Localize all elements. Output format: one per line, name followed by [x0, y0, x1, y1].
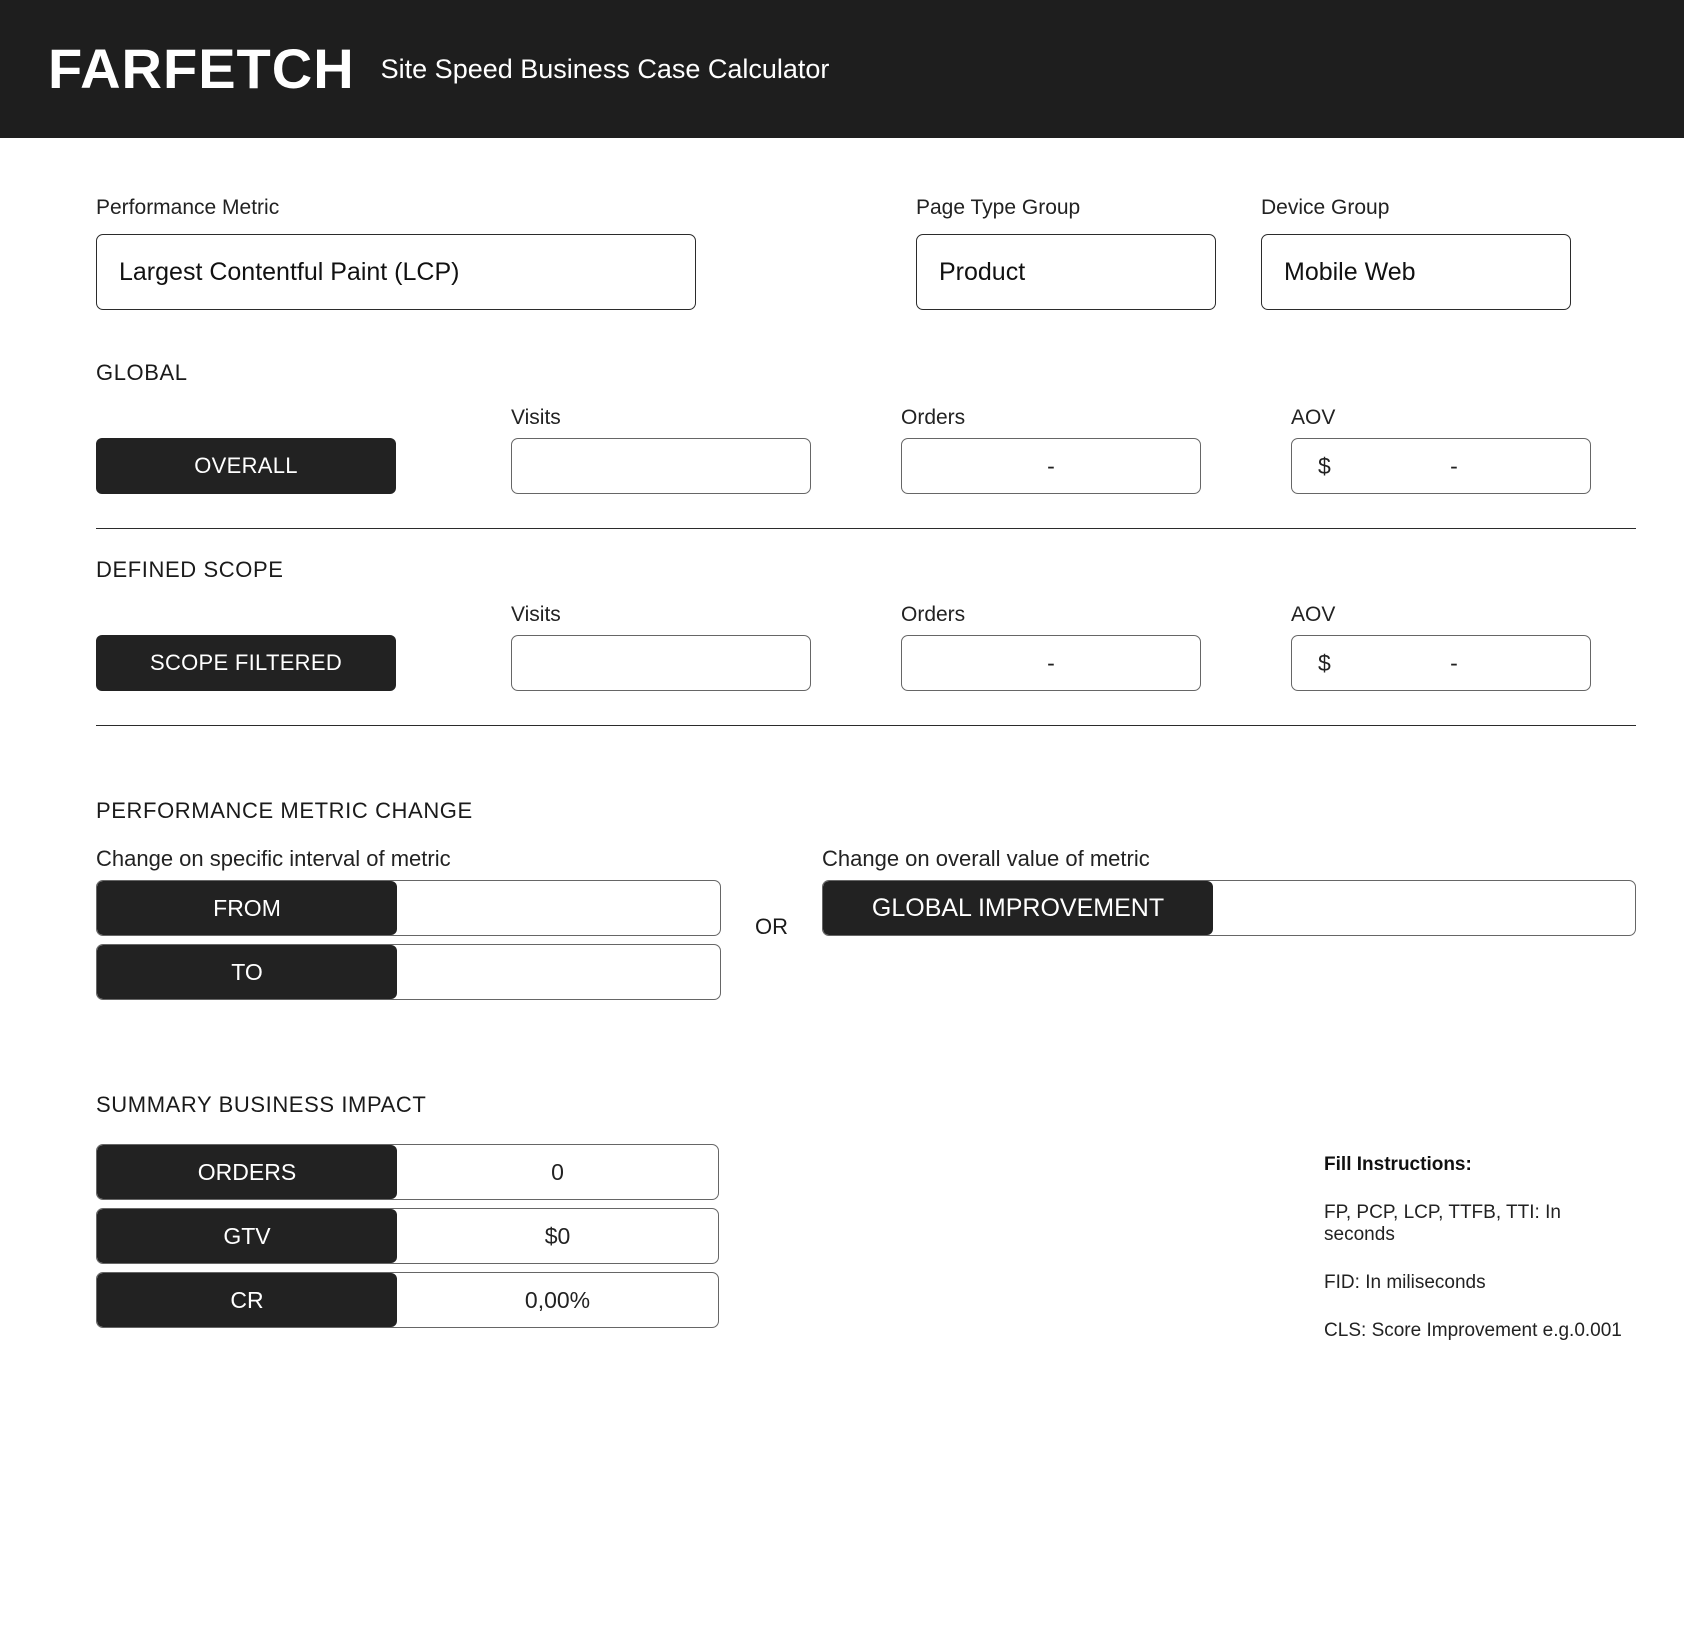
metric-change-overall-group: [822, 824, 1636, 936]
overall-button[interactable]: OVERALL: [96, 438, 396, 494]
from-label: FROM: [97, 881, 397, 935]
global-section-title: GLOBAL: [96, 360, 188, 385]
summary-section: [96, 1092, 1636, 1342]
scope-orders-label: Orders: [901, 603, 966, 626]
performance-metric-group: [96, 196, 696, 310]
device-group-label: Device Group: [1261, 196, 1390, 219]
device-group: [1261, 196, 1571, 310]
global-visits-input[interactable]: [511, 438, 811, 494]
scope-values-row: [96, 635, 1636, 691]
scope-aov-currency: $: [1318, 649, 1331, 676]
scope-visits-input[interactable]: [511, 635, 811, 691]
or-separator: OR: [755, 914, 788, 939]
summary-row: [96, 1118, 1636, 1342]
global-orders-value: -: [1047, 452, 1055, 479]
defined-scope-section: [96, 557, 1636, 726]
to-label: TO: [97, 945, 397, 999]
global-values-row: [96, 438, 1636, 494]
device-group-select[interactable]: [1261, 234, 1571, 310]
metric-change-row: [96, 824, 1636, 1000]
global-aov-input[interactable]: [1291, 438, 1591, 494]
fill-instructions-line-1: FP, PCP, LCP, TTFB, TTI: In seconds: [1324, 1202, 1561, 1245]
fill-instructions-title: Fill Instructions:: [1324, 1154, 1472, 1175]
performance-metric-select[interactable]: [96, 234, 696, 310]
scope-aov-input[interactable]: [1291, 635, 1591, 691]
global-visits-label: Visits: [511, 406, 561, 429]
global-section: [96, 360, 1636, 529]
page-type-value: Product: [939, 257, 1026, 286]
device-group-value: Mobile Web: [1284, 257, 1416, 286]
app-header: [0, 0, 1684, 138]
scope-visits-label: Visits: [511, 603, 561, 626]
global-aov-currency: $: [1318, 452, 1331, 479]
global-aov-value: -: [1450, 452, 1458, 479]
summary-cr-row: [96, 1272, 719, 1328]
from-row: [96, 880, 721, 936]
summary-title: SUMMARY BUSINESS IMPACT: [96, 1092, 427, 1117]
scope-orders-value: -: [1047, 649, 1055, 676]
defined-scope-title: DEFINED SCOPE: [96, 557, 284, 582]
summary-cr-label: CR: [97, 1273, 397, 1327]
brand-logo: FARFETCH: [48, 37, 355, 100]
page-type-label: Page Type Group: [916, 196, 1081, 219]
page-type-select[interactable]: [916, 234, 1216, 310]
summary-orders-label: ORDERS: [97, 1145, 397, 1199]
metric-change-overall-subtitle: Change on overall value of metric: [822, 846, 1150, 871]
summary-results: [96, 1136, 719, 1342]
metric-change-interval-group: [96, 824, 721, 1000]
scope-filtered-button[interactable]: SCOPE FILTERED: [96, 635, 396, 691]
scope-column-labels: [96, 603, 1636, 627]
divider-scope: [96, 725, 1636, 726]
global-improvement-input[interactable]: [1213, 881, 1635, 935]
page-type-group: [916, 196, 1216, 310]
summary-orders-value: 0: [551, 1158, 564, 1185]
divider-global: [96, 528, 1636, 529]
performance-metric-value: Largest Contentful Paint (LCP): [119, 257, 460, 286]
metric-change-title: PERFORMANCE METRIC CHANGE: [96, 798, 473, 823]
scope-aov-label: AOV: [1291, 603, 1336, 626]
summary-gtv-value: $0: [544, 1222, 571, 1249]
summary-orders-row: [96, 1144, 719, 1200]
fill-instructions-line-3: CLS: Score Improvement e.g.0.001: [1324, 1320, 1622, 1341]
global-column-labels: [96, 406, 1636, 430]
summary-gtv-label: GTV: [97, 1209, 397, 1263]
summary-gtv-row: [96, 1208, 719, 1264]
to-input[interactable]: [397, 945, 720, 999]
fill-instructions-line-2: FID: In miliseconds: [1324, 1272, 1486, 1293]
metric-change-section: [96, 798, 1636, 1000]
scope-aov-value: -: [1450, 649, 1458, 676]
app-subtitle: Site Speed Business Case Calculator: [380, 53, 830, 84]
metric-change-interval-subtitle: Change on specific interval of metric: [96, 846, 451, 871]
scope-orders-input[interactable]: [901, 635, 1201, 691]
main-content: [0, 196, 1684, 1342]
global-orders-label: Orders: [901, 406, 966, 429]
from-input[interactable]: [397, 881, 720, 935]
summary-cr-value: 0,00%: [524, 1286, 591, 1313]
performance-metric-label: Performance Metric: [96, 196, 280, 219]
global-orders-input[interactable]: [901, 438, 1201, 494]
global-aov-label: AOV: [1291, 406, 1336, 429]
to-row: [96, 944, 721, 1000]
global-improvement-row: [822, 880, 1636, 936]
global-improvement-label: GLOBAL IMPROVEMENT: [823, 881, 1213, 935]
selector-row: [96, 196, 1636, 310]
fill-instructions: [1324, 1118, 1636, 1342]
